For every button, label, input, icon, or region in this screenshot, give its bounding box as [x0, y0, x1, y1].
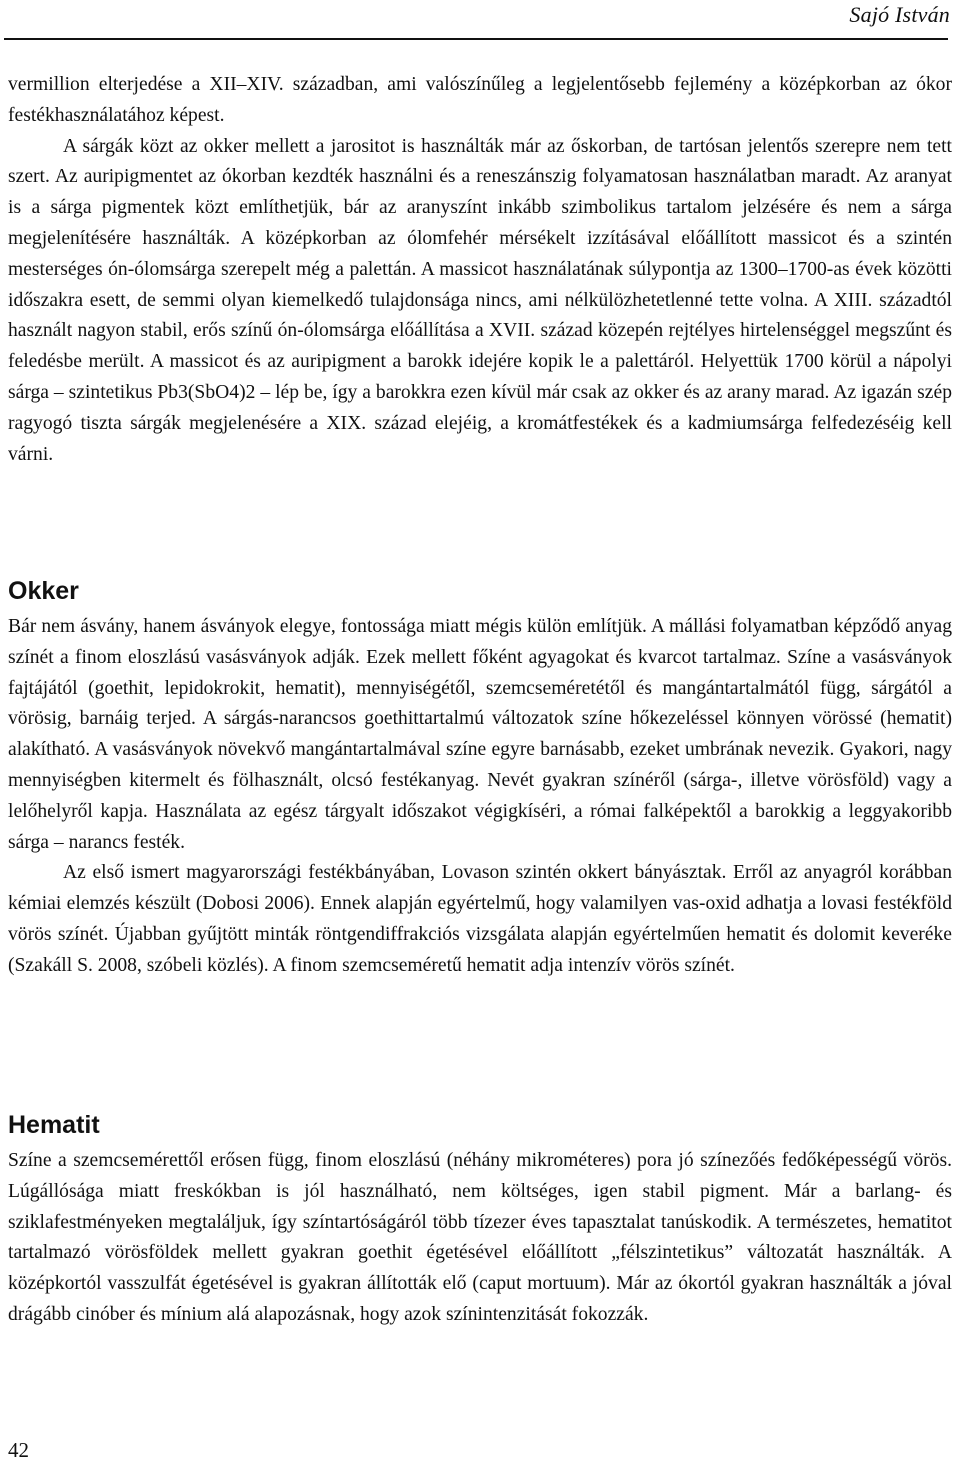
intro-section — [8, 70, 952, 470]
okker-section — [8, 575, 952, 982]
hematit-section — [8, 1109, 952, 1331]
header-rule — [4, 38, 948, 40]
hematit-paragraph-1: Színe a szemcsemérettől erősen függ, finom eloszlású (néhány mikrométeres) pora jó színezőés fedőképességű vörös. Lúgállósága miatt freskókban is jól használható, nem költséges, igen stabil pigment. Már a barlang- és sziklafestményeken megtaláljuk, így színtartóságáról több tízezer éves tapasztalat tanúskodik. A természetes, hematitot tartalmazó vörösföldek mellett gyakran goethit égetésével előállított „félszintetikus” változatát használták. A középkortól vasszulfát égetésével is gyakran állították elő (caput mortuum). Már az ókortól gyakran használták a jóval drágább cinóber és mínium alá alapozásnak, hogy azok színintenzitását fokozzák. — [8, 1150, 952, 1325]
okker-heading: Okker — [8, 577, 79, 605]
intro-paragraph-2: A sárgák közt az okker mellett a jarositot is használták már az őskorban, de tartósan jelentős szerepre nem tett szert. Az auripigmentet az ókorban kezdték használni és a reneszánszig folyamatosan használatban maradt. Az aranyat is a sárga pigmentek közt említhetjük, bár az aranyszínt inkább szimbolikus tartalom jelzésére és nem a sárga megjelenítésére használták. A középkorban az ólomfehér mérsékelt izzításával előállított massicot és a szintén mesterséges ón-ólomsárga szerepelt még a palettán. A massicot használatának súlypontja az 1300–1700-as évek közötti időszakra esett, de semmi olyan kiemelkedő tulajdonsága nincs, ami nélkülözhetetlenné tette volna. A XIII. századtól használt nagyon stabil, erős színű ón-ólomsárga előállítása a XVII. század közepén rejtélyes hirtelenséggel megszűnt és feledésbe merült. A massicot és az auripigment a barokk idejére kopik le a palettáról. Helyettük 1700 körül a nápolyi sárga – szintetikus Pb3(SbO4)2 – lép be, így a barokkra ezen kívül már csak az okker és az arany marad. Az igazán szép ragyogó tiszta sárgák megjelenésére a XIX. század elejéig, a kromátfestékek és a kadmiumsárga felfedezéséig kell várni. — [8, 135, 952, 465]
intro-paragraph-1: vermillion elterjedése a XII–XIV. században, ami valószínűleg a legjelentősebb fejlemény a középkorban az ókor festékhasználatához képest. — [8, 74, 952, 126]
okker-paragraph-2: Az első ismert magyarországi festékbányában, Lovason szintén okkert bányásztak. Erről az anyagról korábban kémiai elemzés készült (Dobosi 2006). Ennek alapján egyértelmű, hogy valamilyen vas-oxid adhatja a lovasi festékföld vörös színét. Újabban gyűjtött minták röntgendiffrakciós vizsgálata alapján egyértelműen hematit és dolomit keveréke (Szakáll S. 2008, szóbeli közlés). A finom szemcseméretű hematit adja intenzív vörös színét. — [8, 862, 952, 976]
running-title: Sajó István — [849, 2, 950, 27]
okker-paragraph-1: Bár nem ásvány, hanem ásványok elegye, fontossága miatt mégis külön említjük. A mállási folyamatban képződő anyag színét a finom eloszlású vasásványok adják. Ezek mellett főként agyagokat és kvarcot tartalmaz. Színe a vasásványok fajtájától (goethit, lepidokrokit, hematit), mennyiségétől, szemcseméretétől és mangántartalmától függ, sárgától a vörösig, barnáig terjed. A sárgás-narancsos goethittartalmú változatok színe hőkezeléssel könnyen vörössé (hematit) alakítható. A vasásványok növekvő mangántartalmával színe egyre barnásabb, ezeket umbrának nevezik. Gyakori, nagy mennyiségben kitermelt és fölhasznált, olcsó festékanyag. Nevét gyakran színéről (sárga-, illetve vörösföld) vagy a lelőhelyről kapja. Használata az egész tárgyalt időszakot végigkíséri, a római falképektől a barokkig a leggyakoribb sárga – narancs festék. — [8, 616, 952, 853]
page-number: 42 — [8, 1438, 29, 1462]
hematit-heading: Hematit — [8, 1111, 100, 1139]
